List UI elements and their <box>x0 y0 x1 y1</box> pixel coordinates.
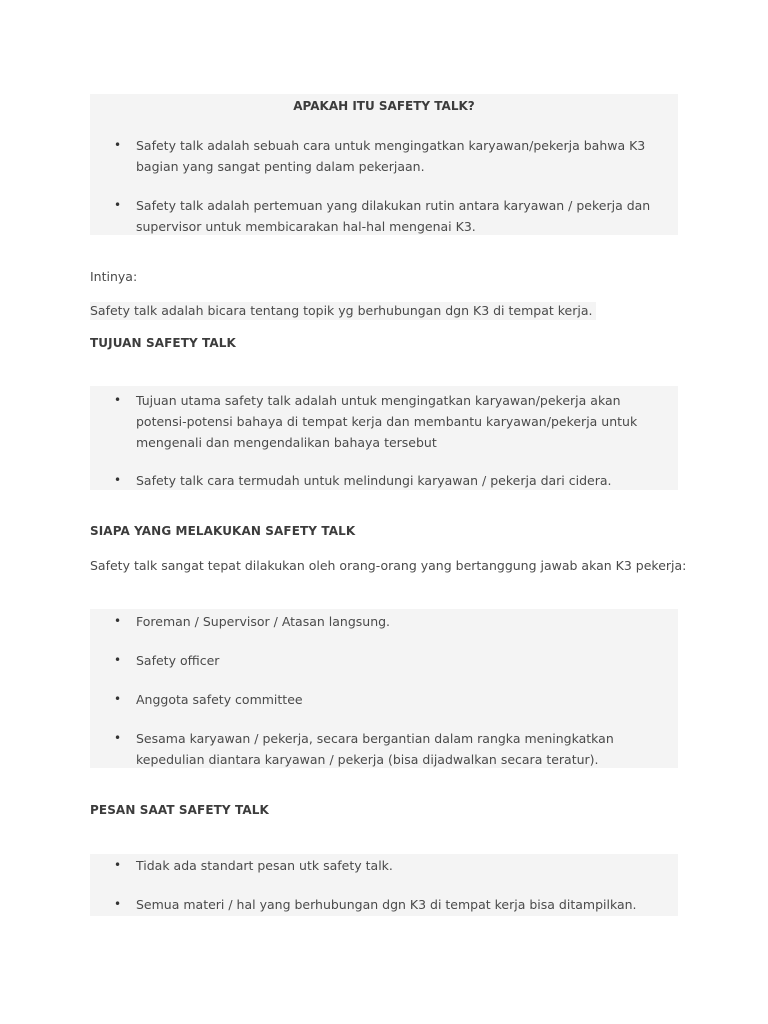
section-heading: TUJUAN SAFETY TALK <box>90 336 236 350</box>
section-who <box>90 609 678 768</box>
section-heading: SIAPA YANG MELAKUKAN SAFETY TALK <box>90 524 356 538</box>
list-item: • Safety talk adalah sebuah cara untuk mengingatkan karyawan/pekerja bahwa K3 bagian yang sangat penting dalam pekerjaan. <box>90 135 678 177</box>
section-heading: PESAN SAAT SAFETY TALK <box>90 803 269 817</box>
list-item: • Tidak ada standart pesan utk safety talk. <box>90 855 678 876</box>
bullet-list <box>90 135 678 237</box>
section-title: APAKAH ITU SAFETY TALK? <box>293 99 475 113</box>
list-item: • Safety talk adalah pertemuan yang dilakukan rutin antara karyawan / pekerja dan supervisor untuk membicarakan hal-hal mengenai K3. <box>90 195 678 237</box>
bullet-list <box>90 390 678 491</box>
list-item: • Foreman / Supervisor / Atasan langsung. <box>90 611 678 632</box>
list-item: • Safety talk cara termudah untuk melindungi karyawan / pekerja dari cidera. <box>90 470 678 491</box>
bullet-list <box>90 611 678 770</box>
section-purpose <box>90 386 678 490</box>
section-what-is-safety-talk <box>90 94 678 235</box>
list-item: • Semua materi / hal yang berhubungan dgn K3 di tempat kerja bisa ditampilkan. <box>90 894 678 915</box>
list-item: • Tujuan utama safety talk adalah untuk mengingatkan karyawan/pekerja akan potensi-potensi bahaya di tempat kerja dan membantu karyawan/pekerja untuk mengenali dan mengendalikan bahaya tersebut <box>90 390 678 453</box>
intinya-label: Intinya: <box>90 269 138 284</box>
list-item: • Anggota safety committee <box>90 689 678 710</box>
list-item: • Safety officer <box>90 650 678 671</box>
list-item: • Sesama karyawan / pekerja, secara bergantian dalam rangka meningkatkan kepedulian diantara karyawan / pekerja (bisa dijadwalkan secara teratur). <box>90 728 678 770</box>
intinya-text: Safety talk adalah bicara tentang topik yg berhubungan dgn K3 di tempat kerja. <box>90 302 596 320</box>
section-message <box>90 854 678 916</box>
bullet-list <box>90 855 678 915</box>
section-intro: Safety talk sangat tepat dilakukan oleh orang-orang yang bertanggung jawab akan K3 pekerja: <box>90 558 687 573</box>
